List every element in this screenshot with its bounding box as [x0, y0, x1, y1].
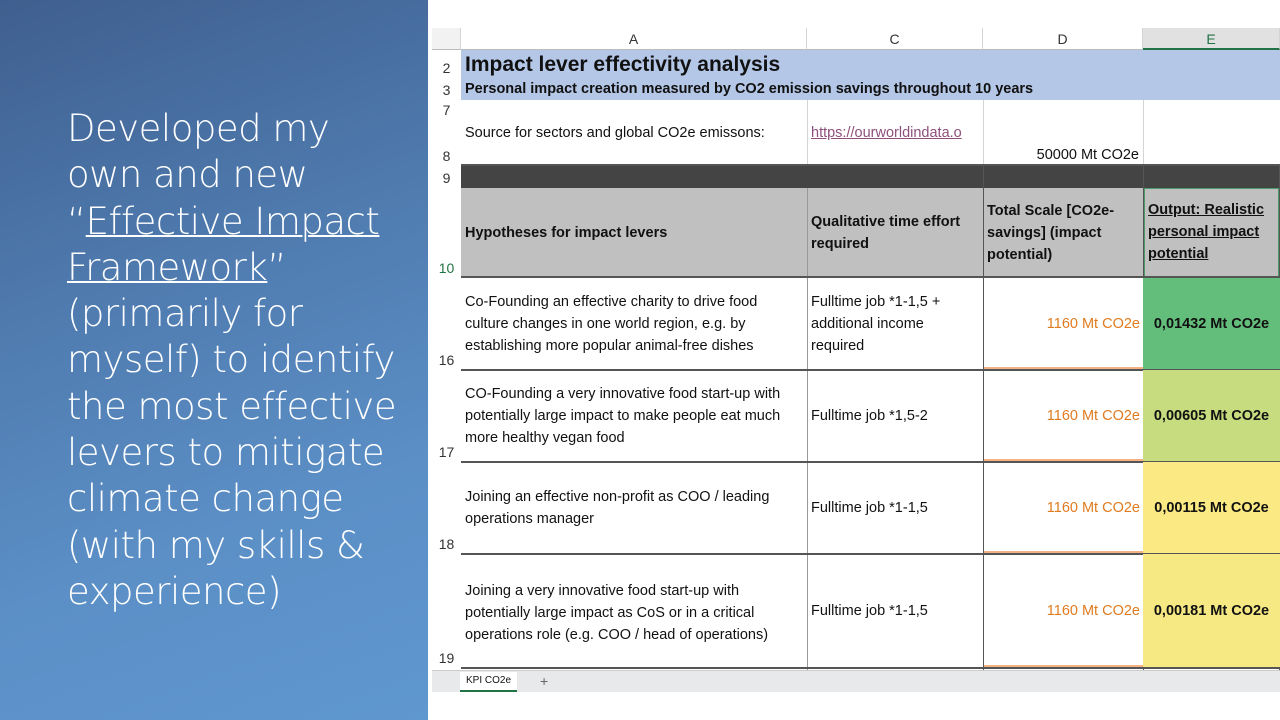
quote-open: “: [67, 199, 86, 243]
source-label: Source for sectors and global CO2e emissons:: [465, 125, 765, 141]
table-row: [432, 554, 1280, 668]
table-row: [432, 278, 1280, 370]
column-header-a[interactable]: A: [461, 28, 807, 50]
scale-cell[interactable]: 1160 Mt CO2e: [1046, 316, 1140, 332]
scale-cell[interactable]: 1160 Mt CO2e: [1046, 408, 1140, 424]
effort-cell[interactable]: Fulltime job *1-1,5: [811, 603, 928, 619]
lever-cell[interactable]: Joining a very innovative food start-up with potentially large impact as CoS or in a critical operations role (e.g. COO / head of operations): [465, 583, 769, 643]
row-header[interactable]: 10: [438, 260, 455, 276]
row-header[interactable]: 9: [442, 170, 451, 186]
row-header[interactable]: 17: [438, 444, 455, 460]
sheet-subtitle: Personal impact creation measured by CO2 emission savings throughout 10 years: [465, 81, 1034, 97]
add-sheet-button[interactable]: +: [540, 673, 549, 689]
header-time-effort: Qualitative time effort required: [811, 214, 961, 252]
effort-cell[interactable]: Fulltime job *1-1,5 + additional income required: [811, 294, 941, 354]
slide-text: [67, 106, 407, 615]
row-header[interactable]: 18: [438, 536, 455, 552]
row-header[interactable]: 8: [442, 148, 451, 164]
separator-row: [461, 166, 1280, 188]
text-rest: (primarily for myself) to identify the most effective levers to mitigate climate change (with my skills & experience): [67, 292, 397, 613]
output-cell[interactable]: 0,01432 Mt CO2e: [1153, 316, 1270, 332]
output-cell[interactable]: 0,00605 Mt CO2e: [1153, 408, 1270, 424]
spreadsheet: [432, 28, 1280, 692]
row-header[interactable]: 16: [438, 352, 455, 368]
effort-cell[interactable]: Fulltime job *1-1,5: [811, 500, 928, 516]
scale-cell[interactable]: 1160 Mt CO2e: [1046, 603, 1140, 619]
sheet-tab-kpi[interactable]: KPI CO2e: [460, 672, 517, 692]
column-header-c[interactable]: C: [807, 28, 983, 50]
output-cell[interactable]: 0,00181 Mt CO2e: [1153, 603, 1270, 619]
framework-name: Effective Impact Framework: [67, 199, 380, 289]
scale-cell[interactable]: 1160 Mt CO2e: [1046, 500, 1140, 516]
slide-text-panel: [0, 0, 428, 720]
effort-cell[interactable]: Fulltime job *1,5-2: [811, 408, 928, 424]
quote-close: ”: [267, 245, 286, 289]
select-all-corner[interactable]: [432, 28, 461, 50]
lever-cell[interactable]: Joining an effective non-profit as COO / leading operations manager: [465, 489, 770, 527]
header-total-scale: Total Scale [CO2e-savings] (impact potential): [987, 203, 1115, 263]
text-intro: Developed my own and new: [67, 107, 330, 197]
sheet-tabs: [432, 670, 1280, 692]
column-header-e[interactable]: E: [1143, 28, 1280, 50]
header-hypotheses: Hypotheses for impact levers: [465, 225, 668, 241]
header-output: Output: Realistic personal impact potential: [1144, 188, 1279, 278]
global-emissions: 50000 Mt CO2e: [1036, 147, 1139, 163]
row-header[interactable]: 2: [442, 60, 451, 76]
lever-cell[interactable]: Co-Founding an effective charity to drive food culture changes in one world region, e.g. by establishing more popular animal-free dishes: [465, 294, 758, 354]
table-row: [432, 462, 1280, 554]
row-header[interactable]: 19: [438, 650, 455, 666]
row-header[interactable]: 3: [442, 82, 451, 98]
lever-cell[interactable]: CO-Founding a very innovative food start-up with potentially large impact to make people eat much more healthy vegan food: [465, 386, 781, 446]
column-header-d[interactable]: D: [983, 28, 1143, 50]
table-row: [432, 370, 1280, 462]
output-cell[interactable]: 0,00115 Mt CO2e: [1154, 500, 1269, 516]
sheet-title: Impact lever effectivity analysis: [465, 53, 781, 76]
source-link[interactable]: https://ourworldindata.o: [811, 125, 962, 141]
row-header[interactable]: 7: [442, 102, 451, 118]
